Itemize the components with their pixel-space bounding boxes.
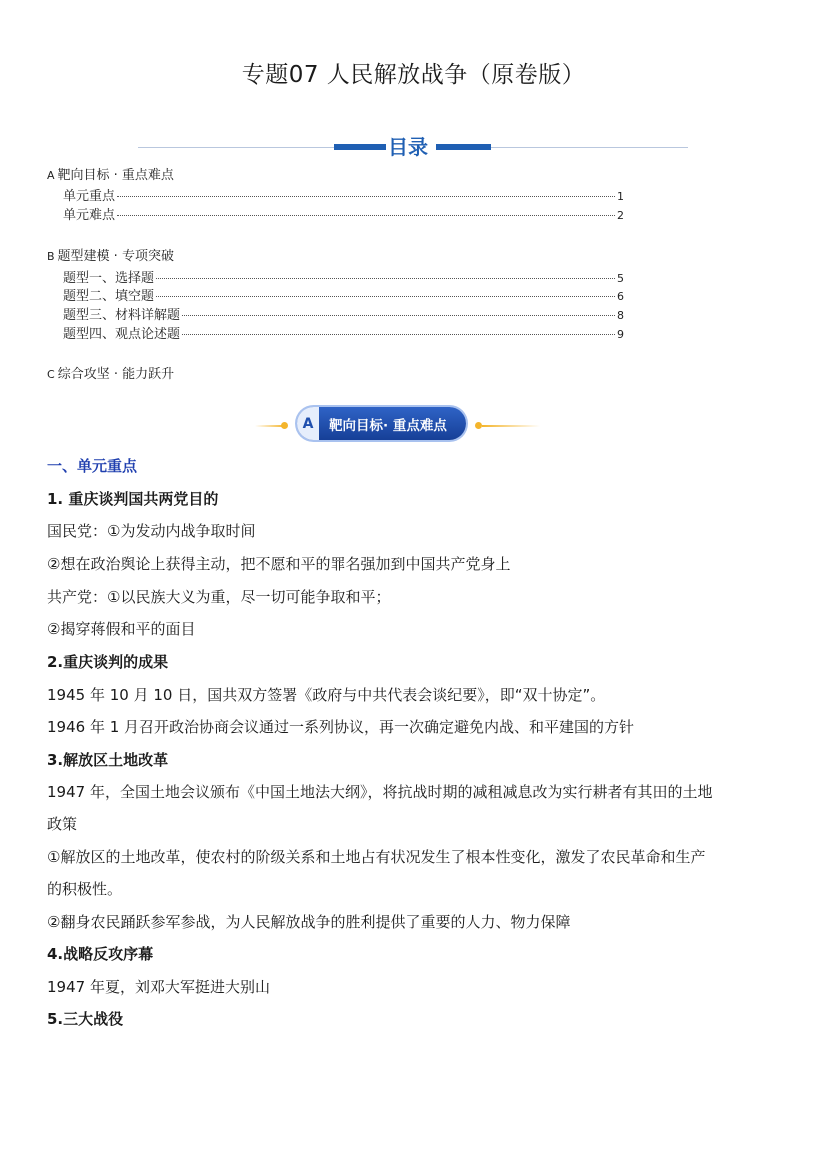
toc-entry[interactable]: 单元重点 1 <box>63 189 624 204</box>
banner-dot-right <box>475 422 482 429</box>
banner-letter: A <box>297 407 319 440</box>
point-heading: 3.解放区土地改革 <box>47 751 169 769</box>
body-text: ②想在政治舆论上获得主动，把不愿和平的罪名强加到中国共产党身上 <box>47 555 511 573</box>
body-text: ①解放区的土地改革，使农村的阶级关系和土地占有状况发生了根本性变化，激发了农民革命和生产 <box>47 848 706 866</box>
section-heading: 一、单元重点 <box>47 457 138 475</box>
toc-section-a[interactable]: A 靶向目标 · 重点难点 <box>47 168 174 183</box>
body-text: 的积极性。 <box>47 880 123 898</box>
toc-heading: 目录 <box>388 135 428 159</box>
banner-dot-left <box>281 422 288 429</box>
toc-divider-left <box>138 147 334 148</box>
toc-entry[interactable]: 题型一、选择题 5 <box>63 271 624 286</box>
banner-line-right <box>482 425 540 427</box>
toc-accent-right <box>436 144 491 150</box>
body-text: 1947 年夏，刘邓大军挺进大别山 <box>47 978 270 996</box>
body-text: 共产党：①以民族大义为重，尽一切可能争取和平； <box>47 588 391 606</box>
point-heading: 1. 重庆谈判国共两党目的 <box>47 490 219 508</box>
body-text: 政策 <box>47 815 78 833</box>
body-text: ②揭穿蒋假和平的面目 <box>47 620 196 638</box>
toc-section-c[interactable]: C 综合攻坚 · 能力跃升 <box>47 367 175 382</box>
body-text: 国民党：①为发动内战争取时间 <box>47 522 256 540</box>
body-text: ②翻身农民踊跃参军参战，为人民解放战争的胜利提供了重要的人力、物力保障 <box>47 913 571 931</box>
body-text: 1947 年，全国土地会议颁布《中国土地法大纲》，将抗战时期的减租减息改为实行耕者有其田的土地 <box>47 783 713 801</box>
toc-section-b[interactable]: B 题型建模 · 专项突破 <box>47 249 174 264</box>
body-text: 1945 年 10 月 10 日，国共双方签署《政府与中共代表会谈纪要》，即“双十协定”。 <box>47 686 606 704</box>
toc-accent-left <box>334 144 386 150</box>
point-heading: 4.战略反攻序幕 <box>47 945 154 963</box>
toc-divider-right <box>491 147 688 148</box>
toc-entry[interactable]: 题型四、观点论述题 9 <box>63 327 624 342</box>
document-title: 专题07 人民解放战争（原卷版） <box>241 62 586 88</box>
toc-entry[interactable]: 题型二、填空题 6 <box>63 289 624 304</box>
banner-text: 靶向目标· 重点难点 <box>329 417 447 434</box>
body-text: 1946 年 1 月召开政治协商会议通过一系列协议，再一次确定避免内战、和平建国的方针 <box>47 718 635 736</box>
toc-entry[interactable]: 题型三、材料详解题 8 <box>63 308 624 323</box>
toc-entry[interactable]: 单元难点 2 <box>63 208 624 223</box>
section-a-banner <box>297 407 466 440</box>
point-heading: 5.三大战役 <box>47 1010 124 1028</box>
point-heading: 2.重庆谈判的成果 <box>47 653 169 671</box>
